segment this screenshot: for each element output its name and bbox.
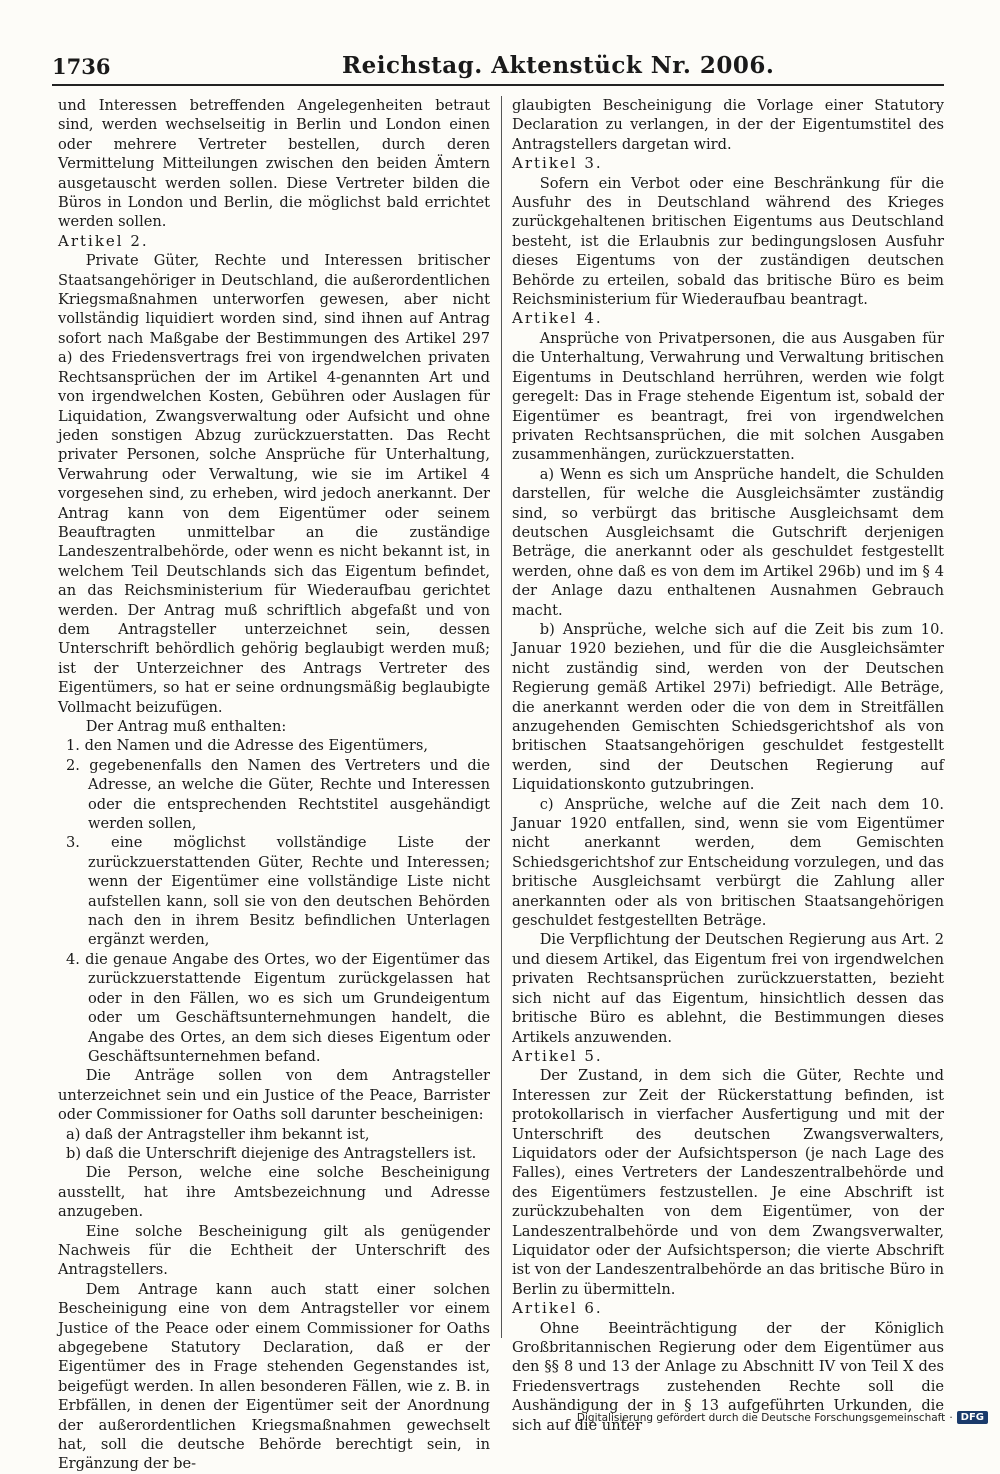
paragraph: b) Ansprüche, welche sich auf die Zeit bis zum 10. Januar 1920 beziehen, und für die die Ausgleichsämter nicht zuständig sind, werden von der Deutschen Regierung gemäß Artikel 297i) befriedigt. Alle Beträge, die anerkannt werden oder die von dem in Streitfällen anzugehenden Gemischten Schiedsgerichtshof als von britischen Staatsangehörigen geschuldet festgestellt werden, sind der Deutschen Regierung auf Liquidationskonto gutzubringen. bbox=[512, 620, 944, 794]
left-column bbox=[58, 96, 490, 1474]
paragraph: glaubigten Bescheinigung die Vorlage einer Statutory Declaration zu verlangen, in der der Eigentumstitel des Antragstellers dargetan wird. bbox=[512, 97, 944, 153]
list-item: 4. die genaue Angabe des Ortes, wo der Eigentümer das zurückzuerstattende Eigentum zurückgelassen hat oder in den Fällen, wo es sich um Grundeigentum oder um Geschäftsunternehmungen handelt, die Angabe des Ortes, an dem sich dieses Eigentum oder Geschäftsunternehmen befand. bbox=[66, 950, 490, 1065]
paragraph: Der Antrag muß enthalten: bbox=[85, 718, 287, 735]
footer-separator: · bbox=[949, 1411, 953, 1424]
right-column bbox=[512, 96, 944, 1435]
footer-text: Digitalisierung gefördert durch die Deutsche Forschungsgemeinschaft bbox=[576, 1411, 946, 1424]
paragraph: c) Ansprüche, welche auf die Zeit nach dem 10. Januar 1920 entfallen, sind, wenn sie vom Eigentümer nicht anerkannt werden, dem Gemischten Schiedsgerichtshof zur Entscheidung vorzulegen, und das britische Ausgleichsamt verbürgt die Zahlung aller anerkannten oder als von britischen Staatsangehörigen geschuldet festgestellten Beträge. bbox=[512, 795, 944, 930]
footer-credit bbox=[577, 1411, 988, 1424]
article-heading: Artikel 5. bbox=[512, 1046, 603, 1065]
list-item: 1. den Namen und die Adresse des Eigentümers, bbox=[66, 737, 429, 755]
paragraph: Die Anträge sollen von dem Antragsteller unterzeichnet sein und ein Justice of the Peace, Barrister oder Commissioner for Oaths soll darunter bescheinigen: bbox=[58, 1067, 490, 1124]
paragraph: Die Verpflichtung der Deutschen Regierung aus Art. 2 und diesem Artikel, das Eigentum frei von irgendwelchen privaten Rechtsansprüchen zurückzuerstatten, bezieht sich nicht auf das Eigentum, hinsichtlich dessen das britische Büro es ablehnt, die Bestimmungen dieses Artikels anzuwenden. bbox=[512, 931, 944, 1046]
paragraph: Eine solche Bescheinigung gilt als genügender Nachweis für die Echtheit der Unterschrift des Antragstellers. bbox=[58, 1222, 490, 1279]
column-divider bbox=[501, 96, 502, 1338]
article-heading: Artikel 3. bbox=[512, 154, 603, 173]
list-item: b) daß die Unterschrift diejenige des Antragstellers ist. bbox=[66, 1144, 477, 1162]
paragraph: Ohne Beeinträchtigung der der Königlich Großbritannischen Regierung oder dem Eigentümer aus den §§ 8 und 13 der Anlage zu Abschnitt IV von Teil X des Friedensvertrags zustehenden Rechte soll die Aushändigung der in § 13 aufgeführten Urkunden, die sich auf die unter bbox=[512, 1319, 944, 1434]
paragraph: Dem Antrage kann auch statt einer solchen Bescheinigung eine von dem Antragsteller vor einem Justice of the Peace oder einem Commissioner for Oaths abgegebene Statutory Declaration, daß er der Eigentümer des in Frage stehenden Gegenstandes ist, beigefügt werden. In allen besonderen Fällen, wie z. B. in Erbfällen, in denen der Eigentümer seit der Anordnung der außerordentlichen Kriegsmaßnahmen gewechselt hat, soll die deutsche Behörde berechtigt sein, in Ergänzung der be- bbox=[58, 1280, 490, 1473]
paragraph: a) Wenn es sich um Ansprüche handelt, die Schulden darstellen, für welche die Ausgleichsämter zuständig sind, so verbürgt das britische Ausgleichsamt dem deutschen Ausgleichsamt die Gutschrift derjenigen Beträge, die anerkannt oder als geschuldet festgestellt werden, ohne daß es von dem im Artikel 296b) und im § 4 der Anlage dazu enthaltenen Ausnahmen Gebrauch macht. bbox=[512, 465, 944, 619]
list-item: 2. gegebenenfalls den Namen des Vertreters und die Adresse, an welche die Güter, Rechte und Interessen oder die entsprechenden Rechtstitel ausgehändigt werden sollen, bbox=[66, 756, 490, 833]
page-number: 1736 bbox=[52, 54, 111, 79]
paragraph: Die Person, welche eine solche Bescheinigung ausstellt, hat ihre Amtsbezeichnung und Adresse anzugeben. bbox=[58, 1164, 490, 1221]
list-item: a) daß der Antragsteller ihm bekannt ist, bbox=[66, 1125, 370, 1143]
paragraph: Sofern ein Verbot oder eine Beschränkung für die Ausfuhr des in Deutschland während des Krieges zurückgehaltenen britischen Eigentums aus Deutschland besteht, ist die Erlaubnis zur bedingungslosen Ausfuhr dieses Eigentums von der zuständigen deutschen Behörde zu erteilen, sobald das britische Büro es beim Reichsministerium für Wiederaufbau beantragt. bbox=[512, 174, 944, 309]
article-heading: Artikel 6. bbox=[512, 1299, 603, 1318]
paragraph: und Interessen betreffenden Angelegenheiten betraut sind, werden wechselseitig in Berlin und London einen oder mehrere Vertreter bestellen, durch deren Vermittelung Mitteilungen zwischen den beiden Ämtern ausgetauscht werden sollen. Diese Vertreter bilden die Büros in London und Berlin, die möglichst bald errichtet werden sollen. bbox=[58, 97, 490, 231]
article-heading: Artikel 4. bbox=[512, 309, 603, 328]
paragraph: Ansprüche von Privatpersonen, die aus Ausgaben für die Unterhaltung, Verwahrung und Verwaltung britischen Eigentums in Deutschland herrühren, werden wie folgt geregelt: Das in Frage stehende Eigentum ist, sobald der Eigentümer es beantragt, frei von irgendwelchen privaten Rechtsansprüchen, die mit solchen Ausgaben zusammenhängen, zurückzuerstatten. bbox=[512, 329, 944, 464]
header-rule bbox=[52, 84, 944, 86]
page-header bbox=[52, 50, 944, 90]
list-item: 3. eine möglichst vollständige Liste der zurückzuerstattenden Güter, Rechte und Interessen; wenn der Eigentümer eine vollständige Liste nicht aufstellen kann, soll sie von den deutschen Behörden nach den in ihrem Besitz befindlichen Unterlagen ergänzt werden, bbox=[66, 834, 490, 949]
dfg-logo: DFG bbox=[957, 1411, 988, 1424]
paragraph: Der Zustand, in dem sich die Güter, Rechte und Interessen zur Zeit der Rückerstattung befinden, ist protokollarisch in vierfacher Ausfertigung und mit der Unterschrift des deutschen Zwangsverwalters, Liquidators oder der Aufsichtsperson (je nach Lage des Falles), eines Vertreters der Landeszentralbehörde und des Eigentümers festzustellen. Je eine Abschrift ist zurückzubehalten von dem Eigentümer, von der Landeszentralbehörde und von dem Zwangsverwalter, Liquidator oder der Aufsichtsperson; die vierte Abschrift ist von der Landeszentralbehörde an das britische Büro in Berlin zu übermitteln. bbox=[512, 1067, 944, 1298]
paragraph: Private Güter, Rechte und Interessen britischer Staatsangehöriger in Deutschland, die außerordentlichen Kriegsmaßnahmen unterworfen gewesen, aber nicht vollständig liquidiert worden sind, sind ihnen auf Antrag sofort nach Maßgabe der Bestimmungen des Artikel 297 a) des Friedensvertrags frei von irgendwelchen privaten Rechtsansprüchen der im Artikel 4-genannten Art und von irgendwelchen Kosten, Gebühren oder Auslagen für Liquidation, Zwangsverwaltung oder Aufsicht und ohne jeden sonstigen Abzug zurückzuerstatten. Das Recht privater Personen, solche Ansprüche für Unterhaltung, Verwahrung oder Verwaltung, wie sie im Artikel 4 vorgesehen sind, zu erheben, wird jedoch anerkannt. Der Antrag kann von dem Eigentümer oder seinem Beauftragten unmittelbar an die zuständige Landeszentralbehörde, oder wenn es nicht bekannt ist, in welchem Teil Deutschlands sich das Eigentum befindet, an das Reichsministerium für Wiederaufbau gerichtet werden. Der Antrag muß schriftlich abgefaßt und von dem Antragsteller unterzeichnet sein, dessen Unterschrift behördlich gehörig beglaubigt werden muß; ist der Unterzeichner des Antrags Vertreter des Eigentümers, so hat er seine ordnungsmäßig beglaubigte Vollmacht beizufügen. bbox=[58, 252, 490, 716]
page-title: Reichstag. Aktenstück Nr. 2006. bbox=[342, 52, 775, 79]
article-heading: Artikel 2. bbox=[58, 231, 149, 250]
